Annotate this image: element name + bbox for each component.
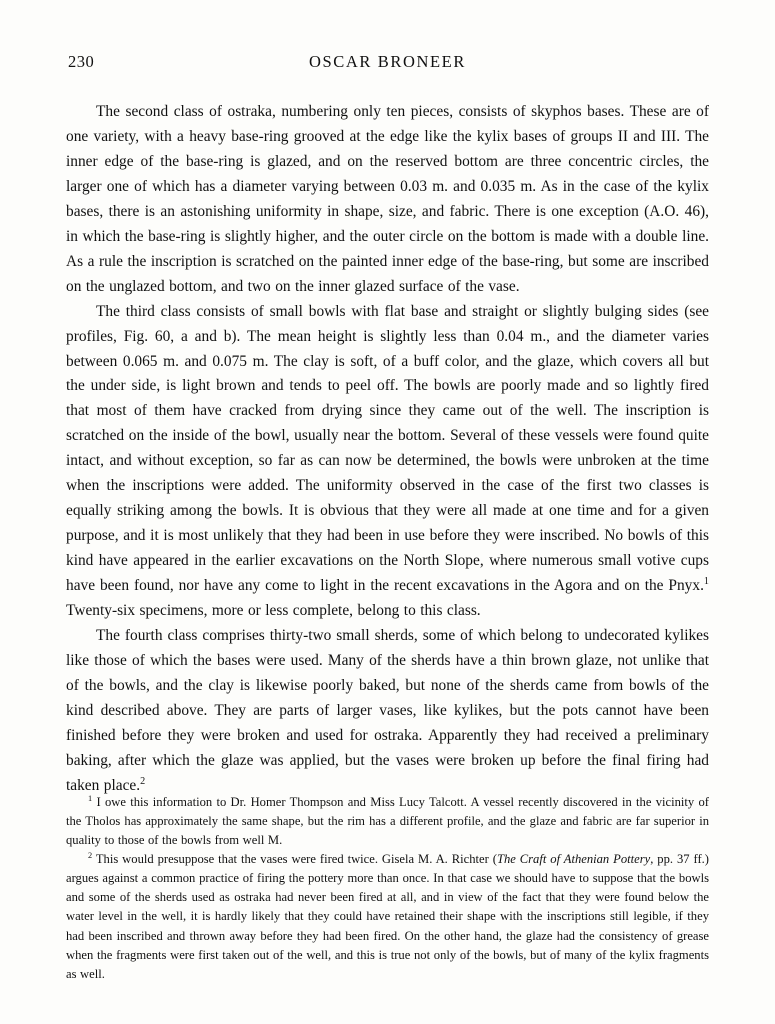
footnote-2 xyxy=(66,850,709,984)
footnote-1-text: I owe this information to Dr. Homer Thompson and Miss Lucy Talcott. A vessel recently discovered in the vicinity of the Tholos has approximately the same shape, but the rim has a different profile, and the glaze and fabric are far superior in quality to those of the bowls from well M. xyxy=(66,794,709,847)
footnote-2-text-before: This would presuppose that the vases were fired twice. Gisela M. A. Richter ( xyxy=(95,852,497,867)
footnote-2-title: The Craft of Athenian Pottery xyxy=(496,852,651,867)
page-number: 230 xyxy=(68,52,95,71)
paragraph-2-tail: Twenty-six specimens, more or less complete, belong to this class. xyxy=(66,602,481,620)
footnote-2-text-after: , pp. 37 ff.) argues against a common practice of firing the pottery more than once. In that case we should have to suppose that the bowls and some of the sherds used as ostraka had never been fired at all, and in view of the fact that they were found below the water level in the well, it is hardly likely that they could have retained their shape with the inscriptions still legible, if they had been inscribed and thrown away before they had been fired. On the other hand, the glaze had the consistency of grease when the fragments were first taken out of the well, and this is true not only of the bowls, but of many of the kylix fragments as well. xyxy=(66,852,709,981)
footnote-marker-2[interactable]: 2 xyxy=(140,775,146,787)
paragraph-3 xyxy=(66,624,709,799)
footnote-1-marker: 1 xyxy=(88,793,93,803)
paragraph-3-text: The fourth class comprises thirty-two small sherds, some of which belong to undecorated kylikes like those of which the bases were used. Many of the sherds have a thin brown glaze, not unlike that of the bowls, and the clay is likewise poorly baked, but none of the sherds came from bowls of the kind described above. They are parts of larger vases, like kylikes, but the pots cannot have been finished before they were broken and used for ostraka. Apparently they had received a preliminary baking, after which the glaze was applied, but the vases were broken up before the final firing had taken place. xyxy=(66,627,709,794)
body-text xyxy=(66,100,709,799)
footnote-1 xyxy=(66,793,709,850)
footnote-2-marker: 2 xyxy=(88,850,93,860)
footnote-marker-1[interactable]: 1 xyxy=(703,575,709,587)
paragraph-2 xyxy=(66,300,709,624)
paragraph-2-text: The third class consists of small bowls with flat base and straight or slightly bulging sides (see profiles, Fig. 60, a and b). The mean height is slightly less than 0.04 m., and the diameter varies between 0.065 m. and 0.075 m. The clay is soft, of a buff color, and the glaze, which covers all but the under side, is light brown and tends to peel off. The bowls are poorly made and so lightly fired that most of them have cracked from drying since they came out of the well. The inscription is scratched on the inside of the bowl, usually near the bottom. Several of these vessels were found quite intact, and without exception, so far as can now be determined, the bowls were unbroken at the time when the inscriptions were added. The uniformity observed in the case of the first two classes is equally striking among the bowls. It is obvious that they were all made at one time and for a given purpose, and it is most unlikely that they had been in use before they were inscribed. No bowls of this kind have appeared in the earlier excavations on the North Slope, where numerous small votive cups have been found, nor have any come to light in the recent excavations in the Agora and on the Pnyx. xyxy=(66,302,709,595)
footnotes-section xyxy=(66,785,709,984)
running-head: OSCAR BRONEER xyxy=(309,52,466,71)
paragraph-1: The second class of ostraka, numbering only ten pieces, consists of skyphos bases. These are of one variety, with a heavy base-ring grooved at the edge like the kylix bases of groups II and III. The inner edge of the base-ring is glazed, and on the reserved bottom are three concentric circles, the larger one of which has a diameter varying between 0.03 m. and 0.035 m. As in the case of the kylix bases, there is an astonishing uniformity in shape, size, and fabric. There is one exception (A.O. 46), in which the base-ring is slightly higher, and the outer circle on the bottom is made with a double line. As a rule the inscription is scratched on the painted inner edge of the base-ring, but some are inscribed on the unglazed bottom, and two on the inner glazed surface of the vase. xyxy=(66,103,709,295)
page-header xyxy=(66,52,709,82)
